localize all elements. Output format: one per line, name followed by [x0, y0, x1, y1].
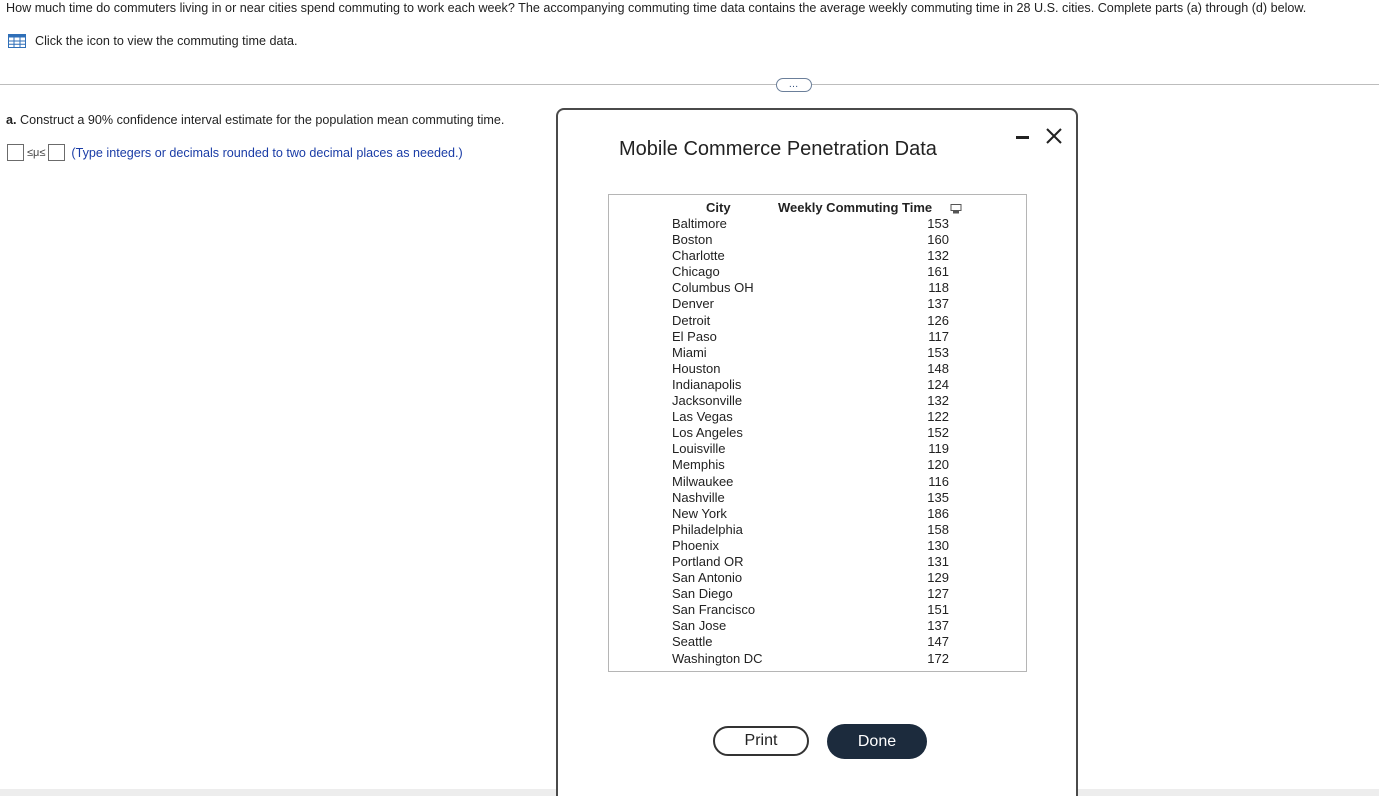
city-cell: Memphis	[672, 457, 725, 473]
time-cell: 120	[927, 457, 949, 473]
time-cell: 130	[927, 537, 949, 553]
time-cell: 132	[927, 248, 949, 264]
time-cell: 186	[927, 505, 949, 521]
answer-row	[7, 144, 463, 161]
copy-icon[interactable]	[950, 203, 962, 215]
question-intro: How much time do commuters living in or near cities spend commuting to work each week? The accompanying commuting time data contains the average weekly commuting time in 28 U.S. cities. Complete parts (a) through (d) below.	[6, 1, 1307, 15]
table-row	[609, 651, 1026, 667]
data-dialog	[556, 108, 1078, 796]
table-row	[609, 264, 1026, 280]
city-cell: Detroit	[672, 312, 711, 328]
close-icon	[1044, 125, 1064, 147]
city-cell: Denver	[672, 296, 714, 312]
city-cell: Portland OR	[672, 553, 744, 569]
section-divider	[0, 84, 1379, 85]
city-cell: El Paso	[672, 328, 717, 344]
time-cell: 137	[927, 618, 949, 634]
time-cell: 124	[927, 376, 949, 392]
table-row	[609, 329, 1026, 345]
city-cell: Las Vegas	[672, 409, 733, 425]
table-row	[609, 393, 1026, 409]
city-cell: Nashville	[672, 489, 725, 505]
time-cell: 148	[927, 360, 949, 376]
city-cell: Baltimore	[672, 216, 727, 231]
table-row	[609, 216, 1026, 232]
city-cell: Los Angeles	[672, 425, 743, 441]
table-row	[609, 280, 1026, 296]
table-row	[609, 377, 1026, 393]
column-header-time: Weekly Commuting Time	[778, 200, 933, 215]
city-cell: San Jose	[672, 618, 727, 634]
table-row	[609, 474, 1026, 490]
city-cell: San Diego	[672, 586, 733, 602]
table-row	[609, 618, 1026, 634]
time-cell: 153	[927, 344, 949, 360]
time-cell: 161	[927, 264, 949, 280]
table-row	[609, 554, 1026, 570]
done-button[interactable]: Done	[827, 724, 927, 759]
time-cell: 122	[927, 409, 949, 425]
table-row	[609, 425, 1026, 441]
part-a-prompt	[6, 113, 504, 127]
table-row	[609, 313, 1026, 329]
expand-handle[interactable]: …	[776, 78, 812, 92]
time-cell: 135	[927, 489, 949, 505]
minimize-icon	[1016, 136, 1029, 139]
time-cell: 116	[928, 473, 949, 489]
time-cell: 118	[928, 280, 949, 296]
time-cell: 129	[927, 570, 949, 586]
table-row	[609, 522, 1026, 538]
city-cell: Washington DC	[672, 650, 763, 666]
time-cell: 137	[927, 296, 949, 312]
table-row	[609, 296, 1026, 312]
table-row	[609, 634, 1026, 650]
table-row	[609, 457, 1026, 473]
column-header-city: City	[706, 200, 731, 215]
time-cell: 151	[927, 602, 949, 618]
city-cell: Seattle	[672, 634, 713, 650]
table-row	[609, 570, 1026, 586]
lower-bound-input[interactable]	[7, 144, 24, 161]
city-cell: Milwaukee	[672, 473, 734, 489]
table-row	[609, 490, 1026, 506]
table-row	[609, 232, 1026, 248]
time-cell: 158	[927, 521, 949, 537]
city-cell: Louisville	[672, 441, 726, 457]
close-button[interactable]	[1044, 125, 1064, 147]
city-cell: Philadelphia	[672, 521, 743, 537]
inequality-symbol: ≤μ≤	[27, 146, 46, 159]
minimize-button[interactable]	[1010, 126, 1034, 148]
time-cell: 153	[927, 216, 949, 231]
city-cell: Houston	[672, 360, 721, 376]
table-grid-icon[interactable]	[8, 34, 26, 48]
city-cell: New York	[672, 505, 727, 521]
city-cell: San Francisco	[672, 602, 756, 618]
city-cell: Columbus OH	[672, 280, 754, 296]
table-row	[609, 361, 1026, 377]
data-table	[608, 194, 1027, 672]
table-row	[609, 409, 1026, 425]
dialog-title: Mobile Commerce Penetration Data	[619, 138, 937, 160]
city-cell: Miami	[672, 344, 707, 360]
view-data-link[interactable]	[8, 34, 297, 48]
time-cell: 126	[927, 312, 949, 328]
print-button[interactable]: Print	[713, 726, 809, 756]
time-cell: 127	[927, 586, 949, 602]
table-body	[609, 216, 1026, 667]
part-a-text: Construct a 90% confidence interval estimate for the population mean commuting time.	[20, 113, 505, 127]
time-cell: 117	[928, 328, 949, 344]
time-cell: 160	[927, 232, 949, 248]
time-cell: 132	[927, 393, 949, 409]
time-cell: 152	[927, 425, 949, 441]
table-row	[609, 538, 1026, 554]
table-row	[609, 248, 1026, 264]
city-cell: Boston	[672, 232, 713, 248]
city-cell: Phoenix	[672, 537, 719, 553]
time-cell: 147	[927, 634, 949, 650]
city-cell: Indianapolis	[672, 376, 742, 392]
answer-hint: (Type integers or decimals rounded to two decimal places as needed.)	[71, 145, 463, 160]
table-row	[609, 586, 1026, 602]
time-cell: 131	[927, 553, 949, 569]
time-cell: 119	[928, 441, 949, 457]
city-cell: Jacksonville	[672, 393, 743, 409]
city-cell: Charlotte	[672, 248, 725, 264]
city-cell: Chicago	[672, 264, 720, 280]
table-row	[609, 345, 1026, 361]
table-row	[609, 506, 1026, 522]
city-cell: San Antonio	[672, 570, 743, 586]
upper-bound-input[interactable]	[48, 144, 65, 161]
part-a-label: a.	[6, 113, 17, 127]
table-row	[609, 602, 1026, 618]
view-data-text[interactable]: Click the icon to view the commuting time data.	[35, 34, 298, 48]
time-cell: 172	[927, 650, 949, 666]
table-row	[609, 441, 1026, 457]
